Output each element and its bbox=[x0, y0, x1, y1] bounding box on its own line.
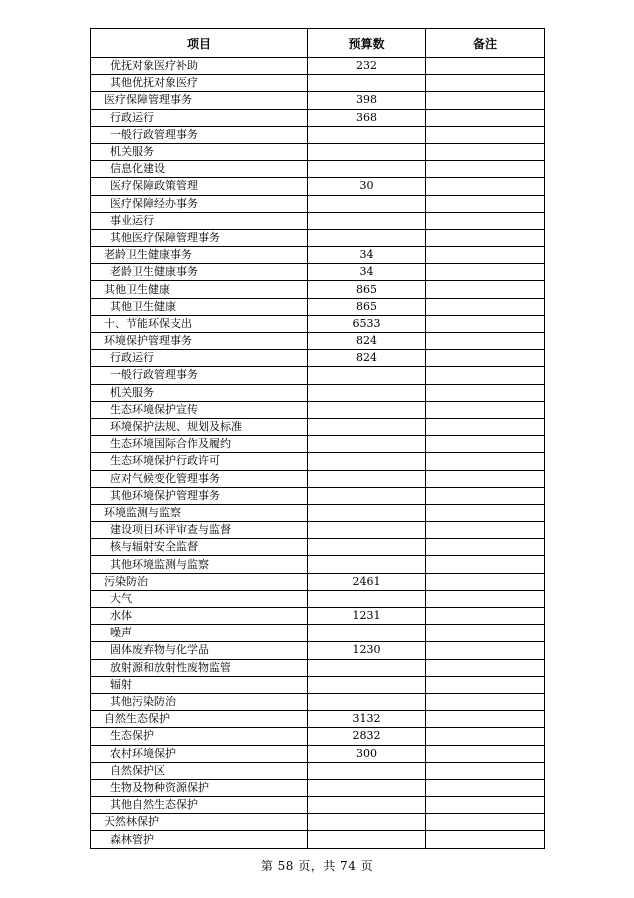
table-row bbox=[91, 728, 545, 745]
row-note-cell bbox=[426, 298, 545, 315]
row-item-cell: 环境保护法规、规划及标准 bbox=[91, 418, 308, 435]
table-row bbox=[91, 693, 545, 710]
row-note-cell bbox=[426, 590, 545, 607]
row-note-cell bbox=[426, 642, 545, 659]
table-row bbox=[91, 298, 545, 315]
row-note-cell bbox=[426, 539, 545, 556]
row-item-cell: 其他环境保护管理事务 bbox=[91, 487, 308, 504]
row-item-cell: 环境监测与监察 bbox=[91, 504, 308, 521]
row-note-cell bbox=[426, 659, 545, 676]
table-row bbox=[91, 556, 545, 573]
row-amount-cell: 34 bbox=[308, 247, 426, 264]
row-item-cell: 水体 bbox=[91, 608, 308, 625]
table-row bbox=[91, 281, 545, 298]
row-amount-cell bbox=[308, 779, 426, 796]
row-item-cell: 机关服务 bbox=[91, 143, 308, 160]
budget-table bbox=[90, 28, 545, 849]
row-amount-cell bbox=[308, 659, 426, 676]
table-row bbox=[91, 229, 545, 246]
row-amount-cell bbox=[308, 470, 426, 487]
row-amount-cell bbox=[308, 797, 426, 814]
row-amount-cell: 865 bbox=[308, 298, 426, 315]
table-row bbox=[91, 797, 545, 814]
row-note-cell bbox=[426, 522, 545, 539]
row-amount-cell bbox=[308, 831, 426, 848]
row-note-cell bbox=[426, 418, 545, 435]
row-note-cell bbox=[426, 247, 545, 264]
row-amount-cell: 1231 bbox=[308, 608, 426, 625]
table-row bbox=[91, 831, 545, 848]
row-item-cell: 十、节能环保支出 bbox=[91, 315, 308, 332]
row-item-cell: 医疗保障经办事务 bbox=[91, 195, 308, 212]
row-amount-cell bbox=[308, 539, 426, 556]
row-item-cell: 其他医疗保障管理事务 bbox=[91, 229, 308, 246]
row-amount-cell: 1230 bbox=[308, 642, 426, 659]
row-item-cell: 行政运行 bbox=[91, 109, 308, 126]
table-row bbox=[91, 590, 545, 607]
row-amount-cell bbox=[308, 126, 426, 143]
row-note-cell bbox=[426, 178, 545, 195]
row-amount-cell bbox=[308, 762, 426, 779]
row-item-cell: 核与辐射安全监督 bbox=[91, 539, 308, 556]
row-note-cell bbox=[426, 281, 545, 298]
table-row bbox=[91, 109, 545, 126]
table-row bbox=[91, 350, 545, 367]
row-note-cell bbox=[426, 556, 545, 573]
table-row bbox=[91, 539, 545, 556]
row-item-cell: 老龄卫生健康事务 bbox=[91, 247, 308, 264]
table-row bbox=[91, 676, 545, 693]
page-footer: 第 58 页，共 74 页 bbox=[260, 859, 374, 873]
row-note-cell bbox=[426, 75, 545, 92]
row-item-cell: 建设项目环评审查与监督 bbox=[91, 522, 308, 539]
row-note-cell bbox=[426, 384, 545, 401]
table-body bbox=[91, 58, 545, 849]
row-amount-cell: 6533 bbox=[308, 315, 426, 332]
table-header bbox=[91, 29, 545, 58]
table-row bbox=[91, 504, 545, 521]
row-note-cell bbox=[426, 401, 545, 418]
table-row bbox=[91, 401, 545, 418]
row-note-cell bbox=[426, 195, 545, 212]
row-amount-cell: 2832 bbox=[308, 728, 426, 745]
row-note-cell bbox=[426, 212, 545, 229]
row-amount-cell: 232 bbox=[308, 58, 426, 75]
row-note-cell bbox=[426, 762, 545, 779]
row-note-cell bbox=[426, 264, 545, 281]
row-note-cell bbox=[426, 109, 545, 126]
row-note-cell bbox=[426, 126, 545, 143]
table-row bbox=[91, 418, 545, 435]
table-row bbox=[91, 470, 545, 487]
table-row bbox=[91, 367, 545, 384]
row-amount-cell bbox=[308, 418, 426, 435]
row-amount-cell bbox=[308, 556, 426, 573]
row-item-cell: 生态保护 bbox=[91, 728, 308, 745]
row-amount-cell: 865 bbox=[308, 281, 426, 298]
row-item-cell: 行政运行 bbox=[91, 350, 308, 367]
row-amount-cell bbox=[308, 625, 426, 642]
row-note-cell bbox=[426, 745, 545, 762]
table-row bbox=[91, 625, 545, 642]
row-item-cell: 其他卫生健康 bbox=[91, 281, 308, 298]
row-item-cell: 环境保护管理事务 bbox=[91, 333, 308, 350]
row-item-cell: 其他卫生健康 bbox=[91, 298, 308, 315]
row-amount-cell bbox=[308, 75, 426, 92]
table-row bbox=[91, 161, 545, 178]
row-amount-cell: 824 bbox=[308, 350, 426, 367]
row-item-cell: 优抚对象医疗补助 bbox=[91, 58, 308, 75]
row-note-cell bbox=[426, 333, 545, 350]
table-row bbox=[91, 522, 545, 539]
row-note-cell bbox=[426, 625, 545, 642]
row-item-cell: 医疗保障管理事务 bbox=[91, 92, 308, 109]
row-amount-cell: 398 bbox=[308, 92, 426, 109]
row-item-cell: 机关服务 bbox=[91, 384, 308, 401]
row-note-cell bbox=[426, 367, 545, 384]
row-item-cell: 生态环境保护宣传 bbox=[91, 401, 308, 418]
row-note-cell bbox=[426, 814, 545, 831]
row-item-cell: 事业运行 bbox=[91, 212, 308, 229]
row-note-cell bbox=[426, 350, 545, 367]
table-row bbox=[91, 573, 545, 590]
table-row bbox=[91, 762, 545, 779]
row-note-cell bbox=[426, 779, 545, 796]
row-note-cell bbox=[426, 470, 545, 487]
table-row bbox=[91, 453, 545, 470]
row-amount-cell bbox=[308, 212, 426, 229]
table-row bbox=[91, 487, 545, 504]
row-item-cell: 污染防治 bbox=[91, 573, 308, 590]
row-item-cell: 其他自然生态保护 bbox=[91, 797, 308, 814]
row-note-cell bbox=[426, 608, 545, 625]
row-item-cell: 辐射 bbox=[91, 676, 308, 693]
row-amount-cell bbox=[308, 676, 426, 693]
table-row bbox=[91, 779, 545, 796]
row-note-cell bbox=[426, 487, 545, 504]
table-row bbox=[91, 814, 545, 831]
row-item-cell: 农村环境保护 bbox=[91, 745, 308, 762]
row-amount-cell bbox=[308, 401, 426, 418]
table-row bbox=[91, 178, 545, 195]
row-amount-cell: 34 bbox=[308, 264, 426, 281]
row-amount-cell bbox=[308, 195, 426, 212]
row-item-cell: 其他优抚对象医疗 bbox=[91, 75, 308, 92]
row-note-cell bbox=[426, 229, 545, 246]
row-amount-cell: 2461 bbox=[308, 573, 426, 590]
row-note-cell bbox=[426, 676, 545, 693]
table-row bbox=[91, 659, 545, 676]
row-amount-cell bbox=[308, 504, 426, 521]
row-note-cell bbox=[426, 728, 545, 745]
table-row bbox=[91, 143, 545, 160]
header-amount: 预算数 bbox=[308, 29, 426, 58]
table-row bbox=[91, 608, 545, 625]
row-amount-cell: 300 bbox=[308, 745, 426, 762]
table-row bbox=[91, 247, 545, 264]
table-row bbox=[91, 126, 545, 143]
row-item-cell: 噪声 bbox=[91, 625, 308, 642]
table-row bbox=[91, 92, 545, 109]
row-amount-cell bbox=[308, 161, 426, 178]
header-row bbox=[91, 29, 545, 58]
row-item-cell: 固体废弃物与化学品 bbox=[91, 642, 308, 659]
table-row bbox=[91, 75, 545, 92]
row-amount-cell bbox=[308, 590, 426, 607]
table-row bbox=[91, 642, 545, 659]
row-amount-cell bbox=[308, 522, 426, 539]
row-note-cell bbox=[426, 143, 545, 160]
table-row bbox=[91, 212, 545, 229]
table-row bbox=[91, 195, 545, 212]
row-amount-cell bbox=[308, 436, 426, 453]
row-amount-cell bbox=[308, 487, 426, 504]
row-amount-cell bbox=[308, 814, 426, 831]
row-item-cell: 其他环境监测与监察 bbox=[91, 556, 308, 573]
row-note-cell bbox=[426, 315, 545, 332]
row-amount-cell bbox=[308, 693, 426, 710]
row-item-cell: 老龄卫生健康事务 bbox=[91, 264, 308, 281]
row-item-cell: 生物及物种资源保护 bbox=[91, 779, 308, 796]
row-note-cell bbox=[426, 797, 545, 814]
row-item-cell: 一般行政管理事务 bbox=[91, 367, 308, 384]
row-item-cell: 自然保护区 bbox=[91, 762, 308, 779]
row-amount-cell: 824 bbox=[308, 333, 426, 350]
table-row bbox=[91, 333, 545, 350]
table-row bbox=[91, 58, 545, 75]
header-note: 备注 bbox=[426, 29, 545, 58]
row-note-cell bbox=[426, 436, 545, 453]
row-item-cell: 大气 bbox=[91, 590, 308, 607]
row-note-cell bbox=[426, 504, 545, 521]
row-note-cell bbox=[426, 711, 545, 728]
row-amount-cell bbox=[308, 229, 426, 246]
row-item-cell: 生态环境保护行政许可 bbox=[91, 453, 308, 470]
row-note-cell bbox=[426, 161, 545, 178]
row-note-cell bbox=[426, 693, 545, 710]
row-item-cell: 放射源和放射性废物监管 bbox=[91, 659, 308, 676]
row-item-cell: 医疗保障政策管理 bbox=[91, 178, 308, 195]
table-row bbox=[91, 745, 545, 762]
row-amount-cell bbox=[308, 367, 426, 384]
row-amount-cell: 368 bbox=[308, 109, 426, 126]
row-note-cell bbox=[426, 573, 545, 590]
row-amount-cell bbox=[308, 143, 426, 160]
row-item-cell: 信息化建设 bbox=[91, 161, 308, 178]
table-row bbox=[91, 711, 545, 728]
row-item-cell: 应对气候变化管理事务 bbox=[91, 470, 308, 487]
table-row bbox=[91, 384, 545, 401]
row-item-cell: 自然生态保护 bbox=[91, 711, 308, 728]
table-row bbox=[91, 315, 545, 332]
row-item-cell: 其他污染防治 bbox=[91, 693, 308, 710]
row-amount-cell: 3132 bbox=[308, 711, 426, 728]
row-note-cell bbox=[426, 92, 545, 109]
row-item-cell: 天然林保护 bbox=[91, 814, 308, 831]
header-item: 项目 bbox=[91, 29, 308, 58]
table-row bbox=[91, 436, 545, 453]
row-item-cell: 一般行政管理事务 bbox=[91, 126, 308, 143]
table-row bbox=[91, 264, 545, 281]
row-item-cell: 森林管护 bbox=[91, 831, 308, 848]
row-note-cell bbox=[426, 58, 545, 75]
row-amount-cell bbox=[308, 453, 426, 470]
row-note-cell bbox=[426, 831, 545, 848]
row-amount-cell: 30 bbox=[308, 178, 426, 195]
row-note-cell bbox=[426, 453, 545, 470]
row-item-cell: 生态环境国际合作及履约 bbox=[91, 436, 308, 453]
row-amount-cell bbox=[308, 384, 426, 401]
